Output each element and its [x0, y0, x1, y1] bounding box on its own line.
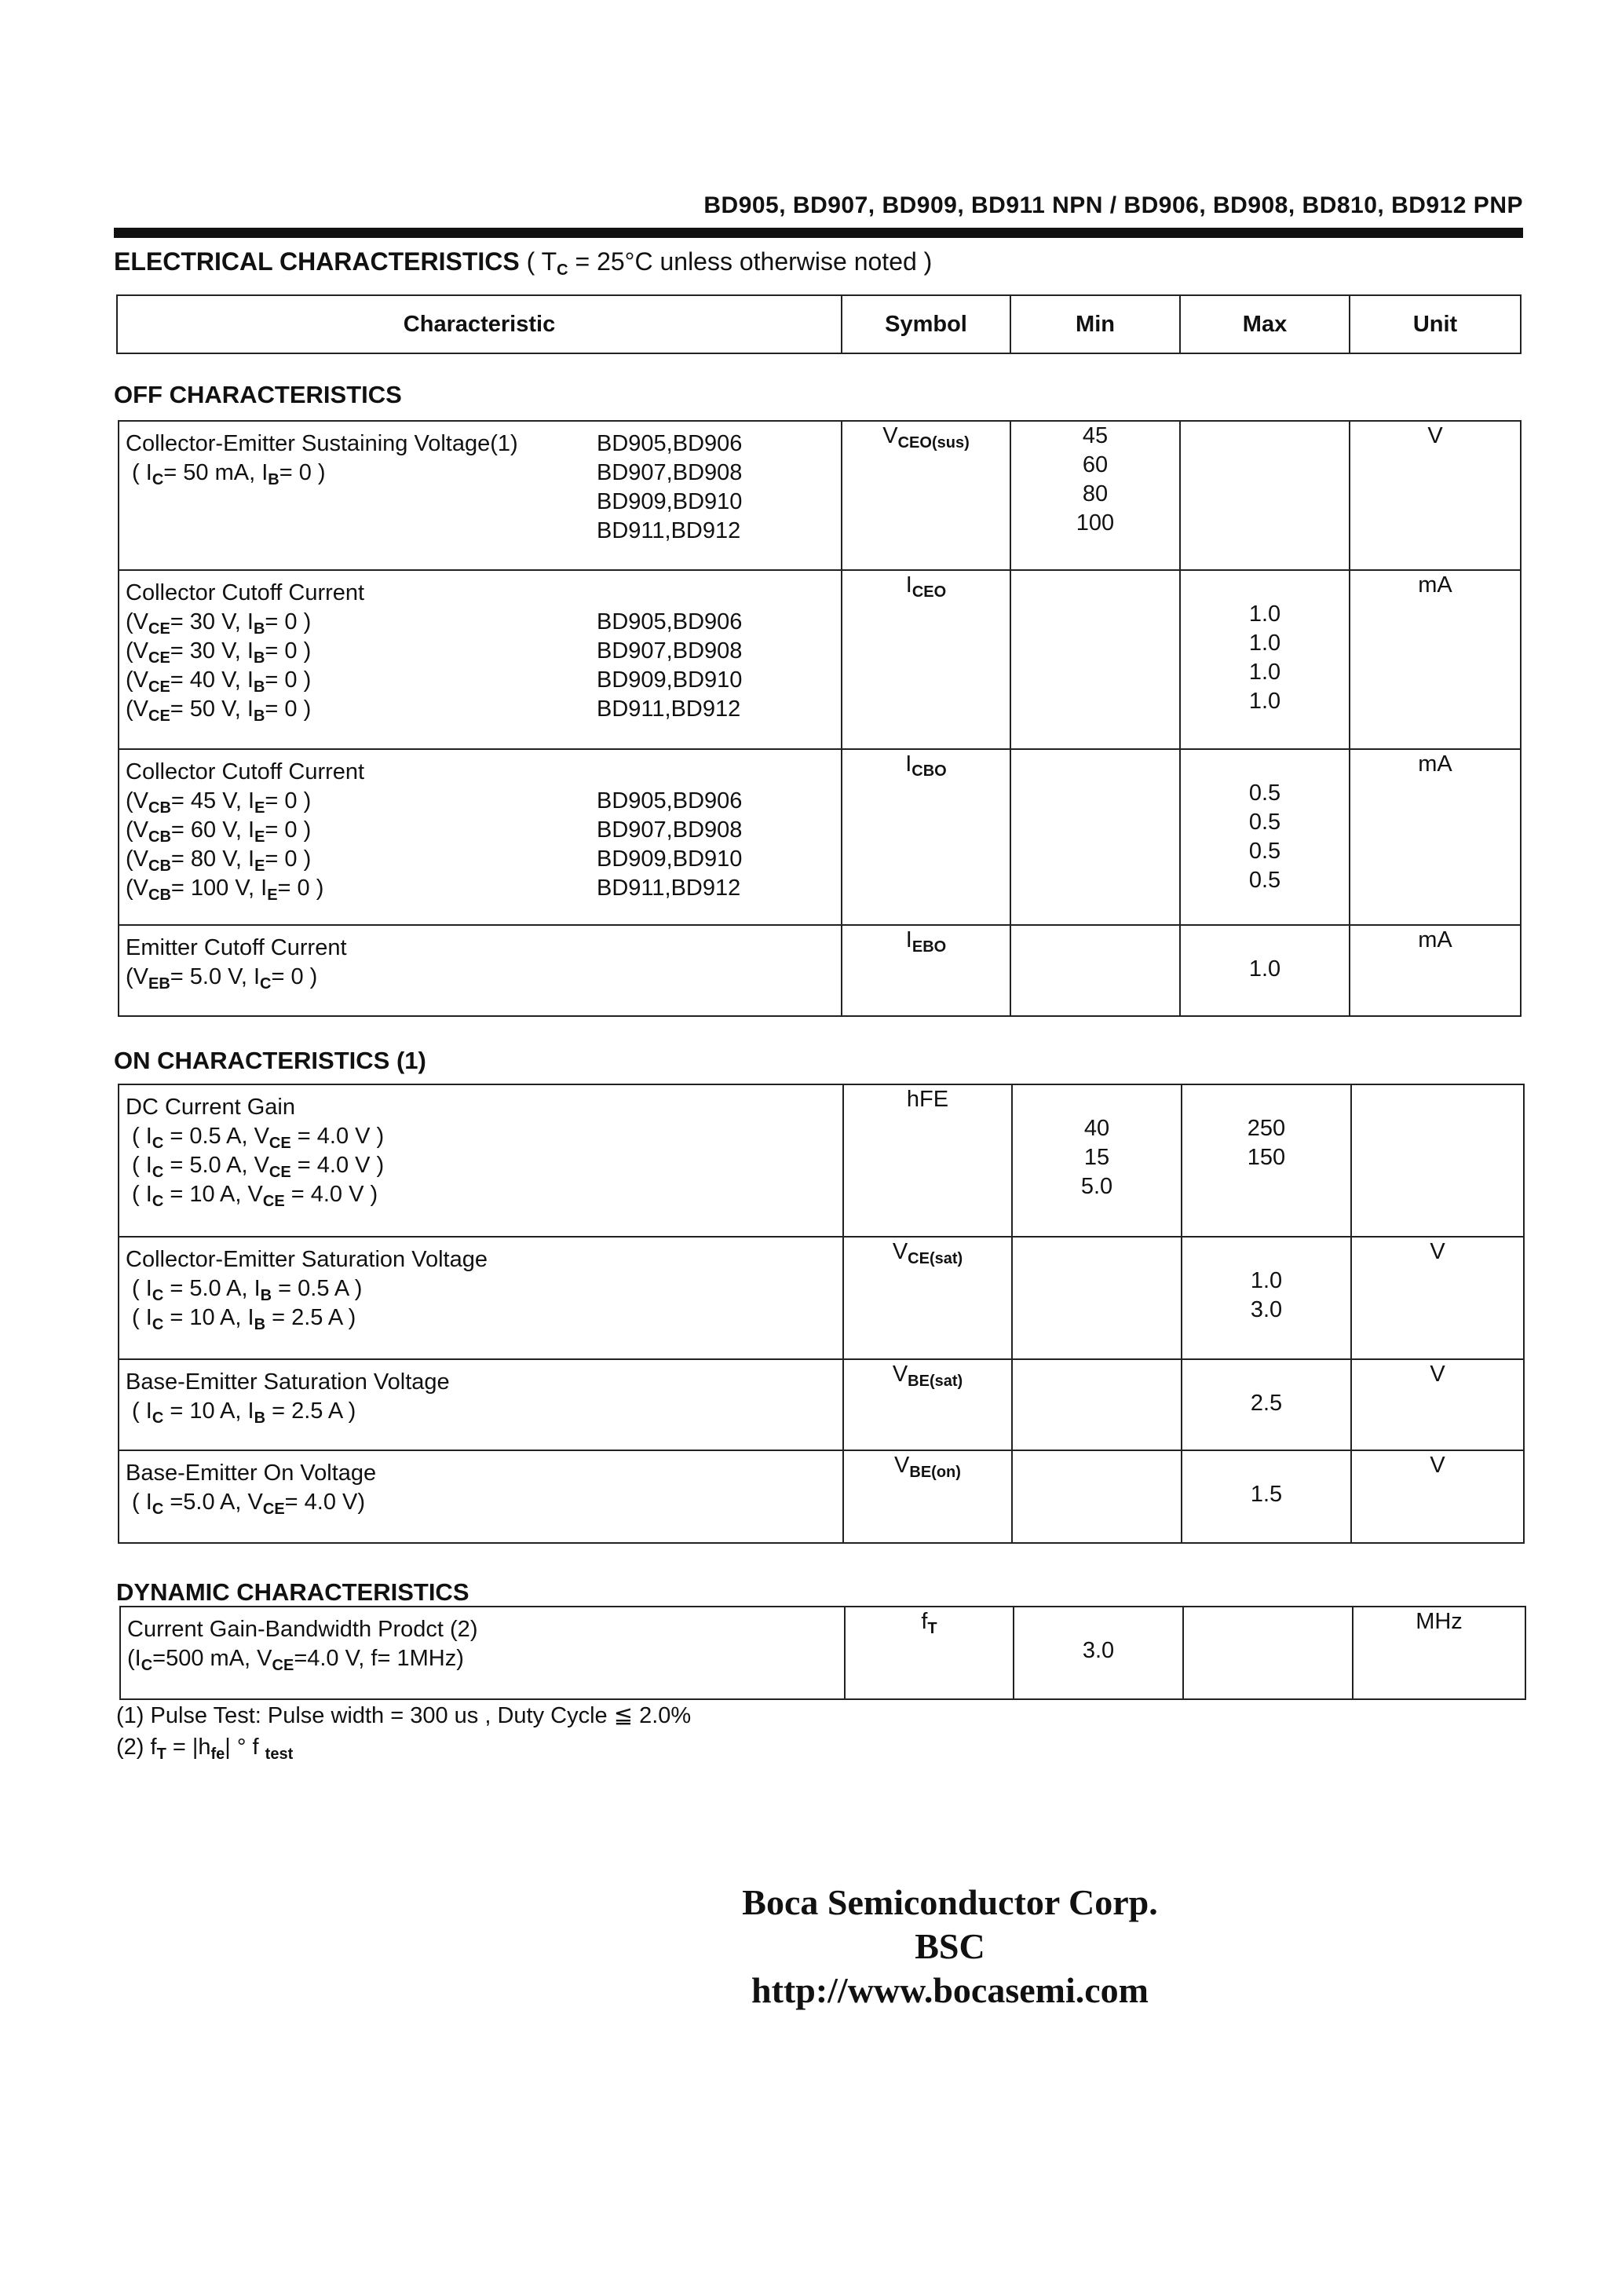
icbo-cond: ($V_{CB}= 45$ V, $I_E= 0$ ): [126, 788, 312, 817]
device-list-item: BD909,BD910: [597, 846, 743, 872]
vcesat-unit: V: [1351, 1237, 1524, 1359]
vbeon-min: [1012, 1450, 1182, 1543]
col-characteristic: Characteristic: [117, 295, 842, 353]
iebo-cond: ($V_{EB}= 5.0$ V, $I_C= 0$ ): [126, 964, 318, 993]
vbesat-unit: V: [1351, 1359, 1524, 1450]
table-row: [119, 925, 1521, 1016]
hfe-cond: ( $I_C = 10$ A, $V_{CE} = 4.0$ V ): [126, 1182, 378, 1210]
vceo-cond: ( $I_C= 50$ mA, $I_B= 0$ ): [126, 460, 326, 488]
iebo-max: 1.0: [1180, 925, 1350, 1016]
icbo-symbol: $I_{CBO}$: [842, 749, 1010, 925]
iceo-unit: mA: [1350, 570, 1521, 749]
table-row: [119, 749, 1521, 925]
on-characteristics-table: [118, 1084, 1525, 1544]
vcesat-cond: ( $I_C = 10$ A, $I_B = 2.5$ A ): [126, 1305, 356, 1333]
ft-name: Current Gain-Bandwidth Prodct (2): [127, 1617, 478, 1642]
icbo-min: [1010, 749, 1180, 925]
iceo-symbol: $I_{CEO}$: [842, 570, 1010, 749]
title-bold: ELECTRICAL CHARACTERISTICS: [114, 247, 520, 276]
vcesat-name: Collector-Emitter Saturation Voltage: [126, 1247, 488, 1272]
hfe-min: 40 15 5.0: [1012, 1084, 1182, 1237]
vbesat-symbol: $V_{BE(sat)}$: [843, 1359, 1012, 1450]
company-name: Boca Semiconductor Corp.: [742, 1882, 1158, 1922]
title-cond-sub: C: [557, 261, 568, 279]
footnote-1: (1) Pulse Test: Pulse width = 300 us , Duty Cycle ≦ 2.0%: [116, 1703, 692, 1728]
device-list-item: BD911,BD912: [597, 518, 741, 543]
footnote-2: (2) $f_T = |h_{fe}|$ ° f $_{test}$: [116, 1735, 294, 1763]
table-row: [119, 1359, 1524, 1450]
ft-unit: MHz: [1353, 1607, 1525, 1699]
title-cond-rest: = 25°C unless otherwise noted ): [575, 247, 933, 276]
vceo-max: [1180, 421, 1350, 570]
vbeon-unit: V: [1351, 1450, 1524, 1543]
ft-min: 3.0: [1014, 1607, 1183, 1699]
off-characteristics-table: [118, 420, 1522, 1017]
vcesat-max: 1.0 3.0: [1182, 1237, 1351, 1359]
vbeon-cond: ( $I_C =5.0$ A, $V_{CE}= 4.0$ V): [126, 1490, 366, 1518]
column-header-table: [116, 294, 1522, 354]
iceo-cond: ($V_{CE}= 30$ V, $I_B= 0$ ): [126, 638, 312, 667]
vbesat-name: Base-Emitter Saturation Voltage: [126, 1369, 450, 1395]
device-list-item: BD905,BD906: [597, 788, 743, 813]
icbo-cond: ($V_{CB}= 60$ V, $I_E= 0$ ): [126, 817, 312, 846]
vbeon-max: 1.5: [1182, 1450, 1351, 1543]
table-row: [120, 1607, 1525, 1699]
hfe-max: 250 150: [1182, 1084, 1351, 1237]
iebo-unit: mA: [1350, 925, 1521, 1016]
icbo-unit: mA: [1350, 749, 1521, 925]
header-rule: [114, 228, 1523, 238]
vbesat-min: [1012, 1359, 1182, 1450]
iceo-name: Collector Cutoff Current: [126, 580, 365, 605]
iceo-cond: ($V_{CE}= 50$ V, $I_B= 0$ ): [126, 696, 312, 725]
table-row: [119, 1450, 1524, 1543]
device-list-item: BD907,BD908: [597, 817, 743, 843]
iebo-min: [1010, 925, 1180, 1016]
iceo-max: 1.0 1.0 1.0 1.0: [1180, 570, 1350, 749]
table-row: [119, 570, 1521, 749]
document-header: BD905, BD907, BD909, BD911 NPN / BD906, BD908, BD810, BD912 PNP: [703, 192, 1523, 218]
vbeon-name: Base-Emitter On Voltage: [126, 1461, 377, 1486]
device-list-item: BD905,BD906: [597, 609, 743, 634]
icbo-cond: ($V_{CB}= 100$ V, $I_E= 0$ ): [126, 876, 324, 904]
device-list-item: BD909,BD910: [597, 489, 743, 514]
hfe-cond: ( $I_C = 5.0$ A, $V_{CE} = 4.0$ V ): [126, 1153, 385, 1181]
vceo-symbol: $V_{CEO(sus)}$: [842, 421, 1010, 570]
ft-symbol: $f_T$: [845, 1607, 1014, 1699]
vceo-unit: V: [1350, 421, 1521, 570]
icbo-max: 0.5 0.5 0.5 0.5: [1180, 749, 1350, 925]
device-list-item: BD907,BD908: [597, 460, 743, 485]
device-list-item: BD911,BD912: [597, 876, 741, 901]
vbesat-max: 2.5: [1182, 1359, 1351, 1450]
vcesat-min: [1012, 1237, 1182, 1359]
title-cond-open: ( T: [526, 247, 557, 276]
dynamic-characteristics-table: [119, 1606, 1526, 1700]
iceo-min: [1010, 570, 1180, 749]
vbeon-symbol: $V_{BE(on)}$: [843, 1450, 1012, 1543]
col-max: Max: [1180, 295, 1350, 353]
col-unit: Unit: [1350, 295, 1521, 353]
iebo-name: Emitter Cutoff Current: [126, 935, 347, 960]
on-characteristics-heading: ON CHARACTERISTICS (1): [114, 1047, 426, 1074]
hfe-unit: [1351, 1084, 1524, 1237]
vcesat-symbol: $V_{CE(sat)}$: [843, 1237, 1012, 1359]
col-min: Min: [1010, 295, 1180, 353]
vceo-min: 45 60 80 100: [1010, 421, 1180, 570]
device-list-item: BD907,BD908: [597, 638, 743, 664]
company-abbr: BSC: [915, 1926, 985, 1966]
company-url: http://www.bocasemi.com: [751, 1970, 1149, 2010]
iceo-cond: ($V_{CE}= 40$ V, $I_B= 0$ ): [126, 667, 312, 696]
ft-cond: ($I_C=500$ mA, $V_{CE}=4.0$ V, f= 1MHz): [127, 1646, 464, 1674]
icbo-cond: ($V_{CB}= 80$ V, $I_E= 0$ ): [126, 846, 312, 875]
vceo-name: Collector-Emitter Sustaining Voltage(1): [126, 431, 518, 456]
device-list-item: BD911,BD912: [597, 696, 741, 722]
footnotes: [116, 1700, 691, 1763]
iebo-symbol: $I_{EBO}$: [842, 925, 1010, 1016]
off-characteristics-heading: OFF CHARACTERISTICS: [114, 381, 402, 408]
vbesat-cond: ( $I_C = 10$ A, $I_B = 2.5$ A ): [126, 1398, 356, 1427]
icbo-name: Collector Cutoff Current: [126, 759, 365, 784]
device-list-item: BD905,BD906: [597, 431, 743, 456]
device-list-item: BD909,BD910: [597, 667, 743, 693]
ft-max: [1183, 1607, 1353, 1699]
vcesat-cond: ( $I_C = 5.0$ A, $I_B = 0.5$ A ): [126, 1276, 363, 1304]
table-row: [119, 421, 1521, 570]
electrical-characteristics-title: [114, 247, 933, 279]
dynamic-characteristics-heading: DYNAMIC CHARACTERISTICS: [116, 1578, 469, 1606]
hfe-cond: ( $I_C = 0.5$ A, $V_{CE} = 4.0$ V ): [126, 1124, 385, 1152]
col-symbol: Symbol: [842, 295, 1010, 353]
company-footer: [518, 1881, 1382, 2013]
hfe-symbol: hFE: [843, 1084, 1012, 1237]
iceo-cond: ($V_{CE}= 30$ V, $I_B= 0$ ): [126, 609, 312, 638]
hfe-name: DC Current Gain: [126, 1095, 295, 1120]
table-row: [119, 1084, 1524, 1237]
table-row: [119, 1237, 1524, 1359]
